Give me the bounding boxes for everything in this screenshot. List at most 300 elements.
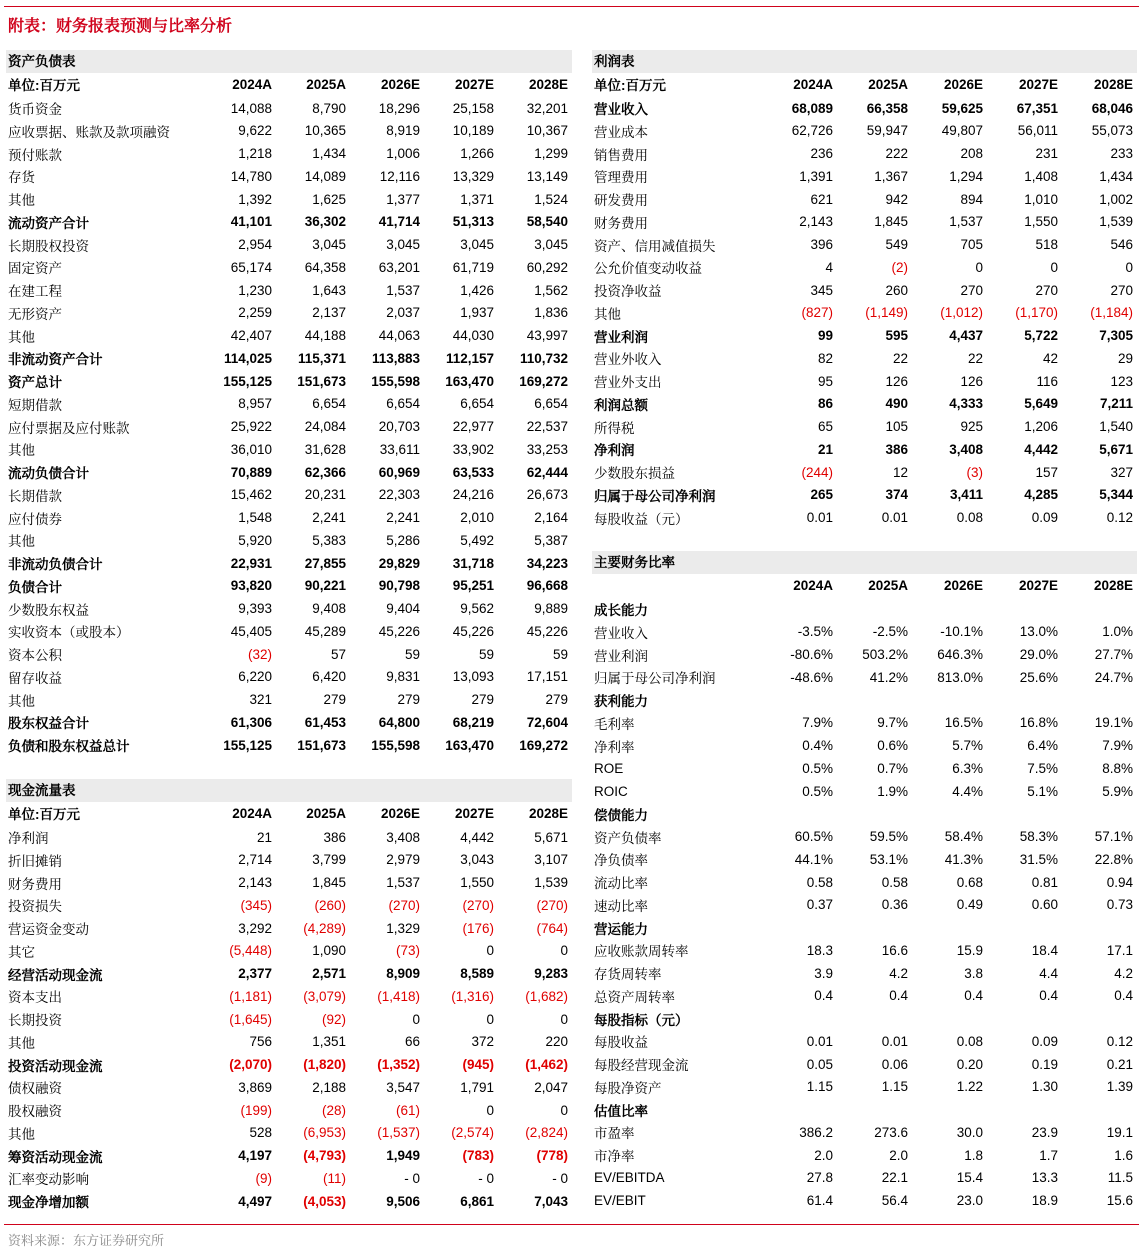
income-statement-panel [592,50,1137,529]
cell-value: (176) [462,920,494,936]
header-row [592,574,1137,597]
row-label: 固定资产 [8,261,62,277]
cell-value: 4.2 [1114,965,1133,981]
cell-value: 1,548 [238,510,272,526]
table-row [6,1053,572,1076]
cell-value: 4,442 [1024,441,1058,457]
cell-value: 490 [885,396,908,412]
table-row [592,370,1137,393]
cell-value: 5,492 [460,532,494,548]
cell-value: (783) [462,1148,494,1164]
cell-value: 1.0% [1102,624,1133,640]
cell-value: 105 [885,419,908,435]
cell-value: 345 [810,282,833,298]
row-label: 股权融资 [8,1104,62,1120]
cell-value: 82 [817,350,833,366]
cell-value: 3.9 [814,965,833,981]
row-label: 估值比率 [594,1103,648,1119]
row-label: 投资净收益 [594,284,662,300]
year-header: 2025A [837,73,912,96]
year-header: 2027E [424,73,498,96]
cell-value: 4 [825,259,833,275]
cell-value: 3,045 [460,237,494,253]
cell-value: 96,668 [526,578,568,594]
cell-value: 7.9% [802,715,833,731]
cell-value: 13,093 [452,669,494,685]
table-row [592,1053,1137,1076]
cell-value [912,597,987,620]
cell-value: 3,045 [386,237,420,253]
row-label: 总资产周转率 [594,989,675,1005]
cell-value: 63,201 [378,259,420,275]
ratios-table [592,574,1137,1212]
row-label: 其他 [8,443,35,459]
cell-value: 22.1 [881,1170,908,1186]
cell-value: 0 [1050,259,1058,275]
cell-value: 3,799 [312,852,346,868]
row-label: 财务费用 [8,876,62,892]
cell-value: 0.09 [1031,510,1058,526]
cell-value: 3,411 [949,487,983,503]
cell-value: 22 [967,350,983,366]
row-label: 其他 [8,534,35,550]
cell-value: 58.3% [1019,829,1058,845]
cell-value: -80.6% [790,647,833,663]
table-row [6,461,572,484]
cell-value: 1,540 [1099,419,1133,435]
cell-value: 6,654 [534,396,568,412]
cell-value: 2,188 [312,1079,346,1095]
cell-value: 45,226 [526,623,568,639]
cell-value: (945) [462,1057,494,1073]
table-row [6,438,572,461]
cell-value: 57.1% [1094,829,1133,845]
cell-value: 4.4% [952,783,983,799]
cell-value: (270) [388,897,420,913]
cell-value: 3,408 [386,829,420,845]
table-row [6,940,572,963]
cell-value: 0 [486,1011,494,1027]
cell-value: 2,010 [460,510,494,526]
table-row [592,120,1137,143]
cell-value: 0 [560,1102,568,1118]
cell-value [762,1007,837,1030]
cell-value: -3.5% [797,624,833,640]
row-label: 净利润 [8,831,49,847]
cell-value: 169,272 [519,737,568,753]
cell-value [837,597,912,620]
cell-value: 3,408 [949,441,983,457]
cell-value: (3,079) [303,988,346,1004]
cell-value: 59 [552,646,568,662]
cell-value: 1.39 [1106,1079,1133,1095]
table-row [6,370,572,393]
year-header: 2026E [912,574,987,597]
cell-value: (270) [462,897,494,913]
cell-value: 2,143 [799,214,833,230]
cell-value: - 0 [404,1170,420,1186]
cell-value: (1,149) [865,305,908,321]
cell-value: (1,184) [1090,305,1133,321]
cell-value: 3,045 [312,237,346,253]
table-row [6,1008,572,1031]
row-label: 短期借款 [8,397,62,413]
row-label: 获利能力 [594,694,648,710]
cell-value: (73) [395,943,420,959]
cell-value: 15,462 [230,487,272,503]
group-row [592,597,1137,620]
row-label: 净负债率 [594,853,648,869]
table-row [592,1144,1137,1167]
cell-value: 45,226 [452,623,494,639]
table-row [592,142,1137,165]
cell-value: 222 [885,146,908,162]
cell-value [912,689,987,712]
cell-value: 208 [960,146,983,162]
cell-value: 3,107 [534,852,568,868]
table-row [592,871,1137,894]
cell-value: (2) [891,259,908,275]
cell-value: 2,164 [534,510,568,526]
cell-value: 0.49 [956,897,983,913]
cell-value: 68,089 [791,100,833,116]
income-statement-table [592,73,1137,529]
cell-value: 2,979 [386,852,420,868]
cell-value: 942 [885,191,908,207]
table-row [592,211,1137,234]
cell-value: (1,682) [525,988,568,1004]
row-label: 营业成本 [594,124,648,140]
cell-value: 22,931 [230,555,272,571]
table-row [592,1030,1137,1053]
row-label: 长期借款 [8,488,62,504]
cell-value: (4,289) [303,920,346,936]
cell-value: 16.8% [1019,715,1058,731]
table-row [6,165,572,188]
cell-value: (1,462) [525,1057,568,1073]
row-label: 长期投资 [8,1013,62,1029]
cell-value: 1,562 [534,282,568,298]
cell-value: 44,188 [304,328,346,344]
cell-value: 0.01 [806,1033,833,1049]
cell-value: 59.5% [869,829,908,845]
table-row [6,96,572,119]
table-row [6,233,572,256]
table-row [6,620,572,643]
row-label: 销售费用 [594,147,648,163]
row-label: 归属于母公司净利润 [594,671,716,687]
cell-value: 1.8 [964,1147,983,1163]
cell-value: 396 [810,237,833,253]
row-label: 资产、信用减值损失 [594,238,716,254]
cell-value: 0.58 [881,874,908,890]
cell-value: 59 [478,646,494,662]
cell-value: 29 [1117,350,1133,366]
cell-value: 236 [810,146,833,162]
table-row [592,666,1137,689]
table-row [592,347,1137,370]
cell-value: 0.94 [1106,874,1133,890]
year-header: 2025A [837,574,912,597]
cell-value: 8,790 [312,100,346,116]
cell-value: 61,719 [452,259,494,275]
row-label: 资本公积 [8,648,62,664]
row-label: 毛利率 [594,716,635,732]
cash-flow-panel [6,779,572,1213]
cell-value: 15.4 [956,1170,983,1186]
cell-value: 279 [397,692,420,708]
table-row [6,393,572,416]
cell-value: (1,352) [377,1057,420,1073]
table-row [6,484,572,507]
cell-value: 9,408 [312,601,346,617]
cell-value: 270 [1035,282,1058,298]
cell-value: 72,604 [526,714,568,730]
cell-value: 58,540 [526,214,568,230]
cell-value: 1,625 [312,191,346,207]
cell-value: 55,073 [1091,123,1133,139]
table-row [6,575,572,598]
cell-value: 1,367 [874,168,908,184]
cell-value: 0.12 [1106,1033,1133,1049]
cell-value: 3,292 [238,920,272,936]
table-row [6,279,572,302]
cell-value: 23.9 [1031,1124,1058,1140]
cell-value: (11) [322,1170,346,1186]
header-row [592,73,1137,96]
cell-value: 503.2% [862,647,908,663]
table-row [592,825,1137,848]
title-rule [4,6,1139,7]
table-row [6,1122,572,1145]
cell-value: 61,453 [304,714,346,730]
table-row [592,279,1137,302]
cell-value: 116 [1036,373,1058,389]
cell-value: 60,969 [378,464,420,480]
cell-value: 8,919 [386,123,420,139]
row-label: 债权融资 [8,1081,62,1097]
cell-value: 0.4 [1039,988,1058,1004]
cell-value: 6,654 [312,396,346,412]
cell-value: 53.1% [869,851,908,867]
cell-value: 321 [249,692,272,708]
cell-value: 1,845 [312,875,346,891]
cell-value: 327 [1110,464,1133,480]
cell-value: 0 [560,1011,568,1027]
cell-value: 15.6 [1106,1193,1133,1209]
cell-value: 1,206 [1024,419,1058,435]
table-row [6,711,572,734]
balance-sheet-table [6,73,572,757]
cell-value [912,1098,987,1121]
cell-value: 0.01 [881,510,908,526]
row-label: 长期股权投资 [8,238,89,254]
cell-value: 45,405 [230,623,272,639]
cell-value: 1,230 [238,282,272,298]
cell-value: 6,420 [312,669,346,685]
cell-value: 279 [545,692,568,708]
cell-value: 925 [960,419,983,435]
row-label: ROIC [594,783,628,799]
row-label: 每股经营现金流 [594,1058,689,1074]
cell-value: 60.5% [794,829,833,845]
table-row [592,757,1137,780]
cell-value: 11.5 [1107,1170,1133,1186]
cell-value: 58.4% [944,829,983,845]
cell-value [1062,1098,1137,1121]
year-header: 2024A [202,73,276,96]
cell-value: 0.37 [806,897,833,913]
cell-value: 13,329 [452,168,494,184]
cell-value: 270 [1110,282,1133,298]
row-label: 资本支出 [8,990,62,1006]
cell-value: 7.9% [1102,738,1133,754]
cell-value: 42 [1042,350,1058,366]
cell-value: 112,157 [445,350,494,366]
cell-value: 9,622 [238,123,272,139]
cell-value: 4,285 [1024,487,1058,503]
cell-value: 114,025 [223,350,272,366]
row-label: 每股收益 [594,1035,648,1051]
cell-value [837,1098,912,1121]
cell-value: 270 [960,282,983,298]
cell-value: 0.01 [806,510,833,526]
cell-value: 95,251 [452,578,494,594]
cell-value: 8,957 [238,396,272,412]
cell-value: 19.1 [1106,1124,1133,1140]
year-header: 2028E [498,802,572,825]
row-label: 成长能力 [594,603,648,619]
cell-value: - 0 [478,1170,494,1186]
year-header: 2028E [1062,574,1137,597]
cell-value: 31,628 [304,441,346,457]
year-header: 2026E [912,73,987,96]
cell-value: 42,407 [230,328,272,344]
row-label: 流动负债合计 [8,466,89,482]
cell-value: 56,011 [1017,123,1058,139]
cell-value: 33,253 [526,441,568,457]
cell-value [987,597,1062,620]
cell-value: 2,037 [386,305,420,321]
cell-value: 3,869 [238,1079,272,1095]
cell-value [837,689,912,712]
row-label: 利润总额 [594,397,648,413]
cell-value: 62,444 [526,464,568,480]
cell-value: 15.9 [956,942,983,958]
cell-value: 1.6 [1114,1147,1133,1163]
cell-value: 12,116 [379,168,420,184]
row-label: 应付票据及应付账款 [8,420,130,436]
cell-value [837,1007,912,1030]
cell-value: 21 [817,441,833,457]
cell-value: 6.4% [1027,738,1058,754]
cell-value: 4,197 [238,1148,272,1164]
cell-value [987,803,1062,826]
cell-value: 1,836 [534,305,568,321]
cell-value: 44,063 [378,328,420,344]
cell-value: 8.8% [1102,760,1133,776]
row-label: 其它 [8,944,35,960]
cell-value: 60,292 [526,259,568,275]
cell-value: (2,070) [229,1057,272,1073]
cell-value: 169,272 [519,373,568,389]
cell-value: 0.4 [889,988,908,1004]
cell-value: 95 [817,373,833,389]
cell-value: 0.12 [1106,510,1133,526]
table-row [6,825,572,848]
cell-value: 26,673 [526,487,568,503]
year-header: 2028E [1062,73,1137,96]
cell-value: 1,537 [386,875,420,891]
table-row [6,211,572,234]
cell-value [762,916,837,939]
cell-value: 7,043 [534,1193,568,1209]
row-label: 流动资产合计 [8,215,89,231]
cell-value: 51,313 [452,214,494,230]
table-row [6,985,572,1008]
cell-value: 3,043 [460,852,494,868]
cell-value: 63,533 [452,464,494,480]
cell-value: 1.30 [1031,1079,1058,1095]
row-label: ROE [594,760,624,776]
cell-value: 0.05 [806,1056,833,1072]
cell-value: 13.0% [1019,624,1058,640]
cell-value: 546 [1110,237,1133,253]
cell-value: 1,949 [386,1148,420,1164]
row-label: 其他 [8,329,35,345]
row-label: 其他 [8,193,35,209]
cell-value: (345) [240,897,272,913]
cell-value: 0.19 [1031,1056,1058,1072]
table-row [6,1144,572,1167]
cell-value: 2.0 [889,1147,908,1163]
cell-value: 0.08 [956,1033,983,1049]
cell-value: -2.5% [872,624,908,640]
cell-value: 1,010 [1024,191,1058,207]
cell-value: 0.4 [964,988,983,1004]
cell-value: 66,358 [866,100,908,116]
row-label: 存货周转率 [594,967,662,983]
cell-value: (28) [321,1102,346,1118]
cell-value: 0.4 [814,988,833,1004]
cell-value: (5,448) [229,943,272,959]
cell-value: (1,645) [229,1011,272,1027]
cell-value: 5,286 [386,532,420,548]
table-row [6,1076,572,1099]
table-row [6,188,572,211]
cell-value: 10,189 [452,123,494,139]
cell-value [987,1098,1062,1121]
table-row [592,643,1137,666]
cell-value: 32,201 [526,100,568,116]
cell-value: 1,002 [1099,191,1133,207]
cell-value: 31.5% [1019,851,1058,867]
row-label: 财务费用 [594,215,648,231]
cell-value: 13,149 [526,168,568,184]
cell-value: 0 [486,943,494,959]
cell-value: 34,223 [526,555,568,571]
cell-value: 1,218 [238,146,272,162]
cell-value: 1,550 [460,875,494,891]
cell-value: 273.6 [874,1124,908,1140]
cell-value: 59,947 [866,123,908,139]
cell-value: (4,793) [303,1148,346,1164]
row-label: 营业外收入 [594,352,662,368]
row-label: 净利率 [594,739,635,755]
cell-value: (260) [314,897,346,913]
cell-value: 5.7% [952,738,983,754]
cell-value: 126 [885,373,908,389]
